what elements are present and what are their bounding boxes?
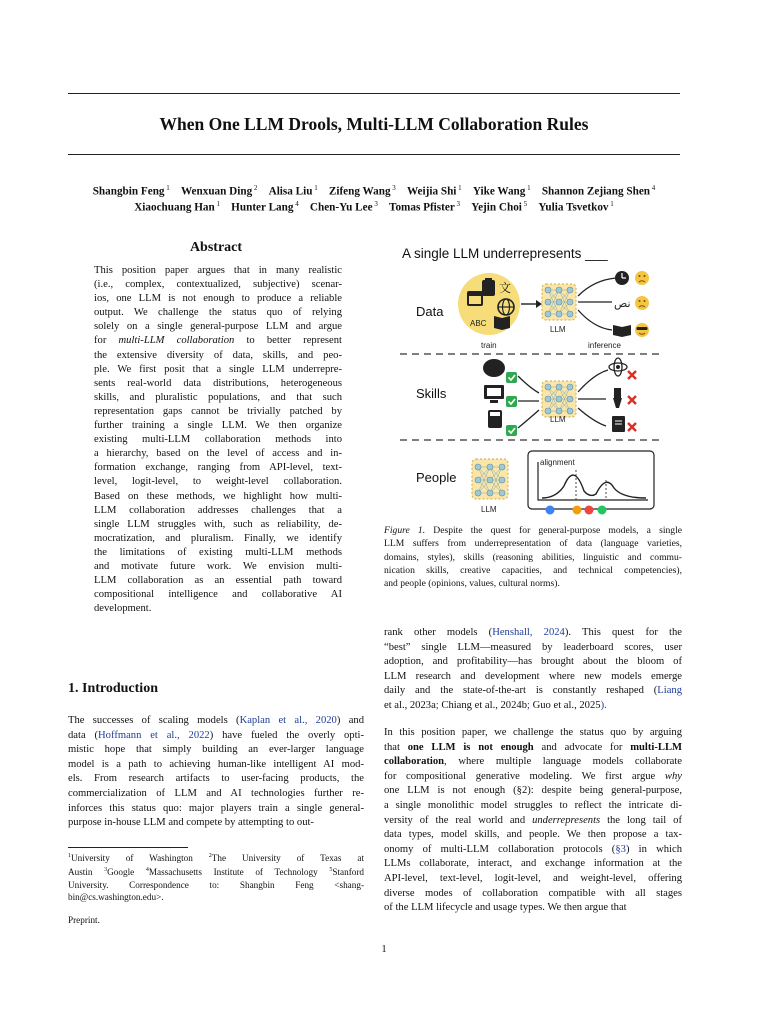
author-name: Yike Wang	[472, 185, 526, 198]
body-line: collaboration, where multiple language models collaborate	[384, 756, 682, 768]
abstract-line: output. We challenge the status quo of relying	[94, 307, 342, 319]
citation-link[interactable]: ;	[435, 699, 442, 711]
body-line: versity of the real world and underrepresents the long tail of	[384, 814, 682, 826]
abstract-line: for multi-LLM collaboration to better represent	[94, 335, 342, 347]
calendar-icon	[467, 291, 483, 306]
citation-link[interactable]: Liang	[657, 685, 682, 697]
network-node	[567, 287, 573, 293]
abc-label: ABC	[470, 319, 487, 328]
arabic-text-icon: نص	[614, 298, 631, 310]
network-node	[487, 477, 493, 483]
author-name: Shannon Zejiang Shen	[541, 185, 651, 198]
llm-nodes-data	[545, 287, 573, 317]
emphasis-bold: collaboration	[384, 756, 445, 768]
network-node	[567, 408, 573, 414]
citation-link[interactable]: Hoffmann et al., 2022	[98, 729, 210, 741]
footnote-line: bin@cs.washington.edu>.	[68, 891, 164, 902]
body-line: purpose in-house LLM and compete by attempting to out-	[68, 817, 314, 829]
emphasis-italic: multi-LLM collaboration	[118, 335, 235, 347]
network-node	[475, 464, 481, 470]
open-book-icon	[613, 325, 631, 337]
body-line: daily and the state-of-the-art is constantly reshaped (Liang	[384, 685, 682, 697]
body-line: The successes of scaling models (Kaplan et al., 2020) and	[68, 715, 364, 726]
footnote-affiliations	[68, 850, 364, 903]
network-node	[556, 311, 562, 317]
network-node	[545, 408, 551, 414]
document-icon	[612, 416, 625, 432]
body-line: API-level, text-level, logit-level, and weight-level, offering	[384, 872, 682, 884]
caption-line: and people (opinions, values, cultural norms).	[384, 578, 560, 590]
caption-line: nication skills, creative capacities, and technical competencies),	[384, 564, 682, 576]
body-line: of the LLM lifecycle and usage types. We then argue that	[384, 902, 627, 914]
abstract-line: the limitations of existing multi-LLM methods	[94, 546, 342, 558]
llm-label-skills: LLM	[550, 415, 566, 424]
brain-icon	[483, 359, 505, 377]
author-list-line-2	[60, 196, 688, 216]
body-line: rank other models (Henshall, 2024). This quest for the	[384, 627, 682, 638]
network-node	[545, 384, 551, 390]
network-node	[545, 287, 551, 293]
author-affiliation-mark: 1	[312, 184, 318, 192]
network-node	[567, 299, 573, 305]
footnote-line: Austin $^3$Google $^4$Massachusetts Institute of Technology $^5$Stanford	[68, 867, 364, 878]
abstract-line: development.	[94, 603, 152, 615]
title-bottom-rule	[68, 154, 680, 155]
person-icon-blue	[546, 506, 555, 515]
affiliation-mark: 2	[208, 853, 212, 859]
network-node	[556, 396, 562, 402]
alignment-label: alignment	[540, 458, 575, 467]
abstract-line: a hierarchy, based on the level of access and in-	[94, 448, 342, 460]
footnote-rule	[68, 847, 188, 848]
footnote-line: $^1$University of Washington $^2$The University of Texas at	[68, 853, 365, 864]
network-node	[545, 396, 551, 402]
affiliation-mark: 4	[145, 867, 149, 874]
computer-icon	[484, 385, 504, 403]
body-line: LLM research and development where new models emerge	[384, 670, 682, 682]
network-node	[567, 396, 573, 402]
llm-nodes-people	[475, 464, 505, 496]
skills-arrow-in-top	[518, 376, 539, 393]
network-node	[556, 408, 562, 414]
paintbrush-icon	[613, 388, 622, 408]
caption-label: Figure 1.	[384, 525, 434, 536]
emphasis-bold: multi-LLM	[630, 741, 683, 753]
citation-link[interactable]: ;	[527, 699, 533, 711]
abstract-line: sents real-world data distributions, heterogeneous	[94, 377, 342, 389]
abstract-line: ple. We first posit that a single LLM underrepre-	[94, 363, 342, 375]
person-icon-red	[585, 506, 594, 515]
author-name: Hunter Lang	[231, 201, 294, 214]
network-node	[499, 477, 505, 483]
abstract-line: the extensive diversity of data, skills, and peo-	[94, 349, 342, 361]
body-line: mistic hope that simply building an ever-larger language	[68, 744, 364, 756]
abstract-line: LLM collaboration as an essential path toward	[94, 575, 342, 587]
citation-link[interactable]: §3	[615, 843, 626, 855]
author-name: Zifeng Wang	[328, 185, 391, 198]
abstract-line: representation gaps cannot be trivially patched by	[94, 405, 342, 417]
author-affiliation-mark: 1	[456, 184, 462, 192]
cross-icon-2	[628, 396, 636, 404]
body-line: data (Hoffmann et al., 2022) have fueled the overly opti-	[68, 729, 364, 741]
author-affiliation-mark: 5	[521, 200, 528, 208]
check-icon-1	[506, 372, 517, 383]
skills-arrow-out-top	[578, 370, 608, 392]
train-label: train	[481, 341, 497, 350]
author-name: Xiaochuang Han	[134, 201, 215, 214]
body-line: that one LLM is not enough and advocate for multi-LLM	[384, 741, 683, 753]
body-line: for compositional generative modeling. We first argue why	[384, 770, 682, 782]
page-number: 1	[381, 944, 387, 955]
affiliation-mark: 1	[68, 853, 71, 859]
author-name: Alisa Liu	[268, 185, 313, 198]
author-name: Chen-Yu Lee	[309, 201, 373, 214]
author-name: Yulia Tsvetkov	[538, 201, 609, 214]
skills-arrow-in-bottom	[518, 410, 539, 428]
abstract-line: Based on these methods, we highlight how multi-	[94, 490, 342, 502]
llm-label-people: LLM	[481, 505, 497, 514]
inference-arrow-bottom	[578, 310, 612, 330]
figure-title: A single LLM underrepresents ___	[402, 246, 608, 261]
network-node	[556, 299, 562, 305]
intro-paragraph-col2-1	[384, 626, 682, 714]
author-name: Shangbin Feng	[92, 185, 165, 198]
check-icon-2	[506, 396, 517, 407]
caption-line: Figure 1. Despite the quest for general-purpose models, a single	[384, 525, 683, 536]
intro-paragraph-col2-2	[384, 726, 682, 916]
inference-label: inference	[588, 341, 621, 350]
paper-title: When One LLM Drools, Multi-LLM Collaboration Rules	[159, 114, 589, 134]
author-affiliation-mark: 3	[390, 184, 396, 192]
abstract-line: formation exchange, ranging from API-level, text-	[94, 462, 342, 474]
llm-label-data: LLM	[550, 325, 566, 334]
abstract-line: solely on a single general-purpose LLM and argue	[94, 321, 342, 333]
emphasis-italic: why	[664, 770, 682, 782]
network-node	[475, 477, 481, 483]
body-line: LLMs collaborate, interact, and exchange information at the	[384, 858, 682, 870]
network-node	[567, 384, 573, 390]
abstract-heading: Abstract	[189, 240, 243, 255]
abstract-line: single LLM struggles with, such as reliability, de-	[94, 518, 342, 530]
section-heading-introduction: 1. Introduction	[68, 681, 158, 696]
caption-line: LLM suffers from underrepresentation of data (language varieties,	[384, 538, 682, 550]
body-line: one LLM is not enough (§2): despite being general-purpose,	[384, 785, 682, 797]
sad-face-emoji-1	[635, 271, 649, 285]
row-label-data: Data	[416, 304, 444, 319]
abstract-line: existing multi-LLM collaboration methods into	[94, 434, 342, 446]
network-node	[499, 464, 505, 470]
author-affiliation-mark: 1	[608, 200, 614, 208]
author-affiliation-mark: 2	[252, 184, 258, 192]
person-icon-orange	[573, 506, 582, 515]
network-node	[545, 311, 551, 317]
figure-1-caption	[384, 524, 682, 590]
body-line: diverse modes of collaboration compatible with all stages	[384, 887, 682, 899]
clock-icon	[615, 271, 629, 285]
clipboard-icon	[482, 278, 495, 296]
body-line: els. From research artifacts to user-facing products, the	[68, 773, 364, 785]
author-affiliation-mark: 1	[525, 184, 531, 192]
author-name: Wenxuan Ding	[180, 185, 253, 198]
affiliation-mark: 5	[329, 867, 333, 874]
abstract-line: and motivate future work. We envision multi-	[94, 560, 342, 572]
network-node	[556, 287, 562, 293]
author-name: Yejin Choi	[471, 201, 522, 214]
check-icon-3	[506, 425, 517, 436]
emphasis-bold: one LLM is not enough	[407, 741, 534, 753]
network-node	[499, 490, 505, 496]
llm-nodes-skills	[545, 384, 573, 414]
author-affiliation-mark: 1	[164, 184, 170, 192]
abstract-line: LLM collaboration addresses challenges that a	[94, 504, 342, 516]
sad-face-emoji-2	[635, 296, 649, 310]
body-line: commercialization of LLM and AI technologies further re-	[68, 787, 364, 799]
network-node	[487, 490, 493, 496]
network-node	[545, 299, 551, 305]
calculator-icon	[488, 410, 502, 428]
person-icon-green	[598, 506, 607, 515]
train-arrow-head	[536, 300, 542, 308]
body-line: model is a path to achieving human-like intelligent AI mod-	[68, 758, 364, 770]
inference-arrow-top	[578, 278, 616, 296]
book-icon	[494, 316, 510, 330]
abstract-line: mocratization, and pluralism. Finally, we identify	[94, 532, 342, 544]
citation-link[interactable]: Henshall, 2024	[492, 627, 565, 638]
footnote-line: University. Correspondence to: Shangbin Feng <shang-	[68, 879, 364, 890]
affiliation-mark: 3	[104, 867, 108, 874]
abstract-line: level, logit-level, to weight-level collaboration.	[94, 476, 342, 488]
sunglasses-emoji	[635, 323, 649, 337]
abstract-line: (i.e., complex, contextualized, subjective) scenar-	[94, 279, 342, 291]
skills-arrow-out-bottom	[578, 408, 606, 426]
abstract-line: compositional intelligence and collaborative AI	[94, 589, 342, 601]
body-line: onomy of multi-LLM collaboration protocols (§3) in which	[384, 843, 682, 855]
author-affiliation-mark: 3	[372, 200, 378, 208]
abstract-line: skills, and pluralistic populations, and that such	[94, 391, 342, 403]
author-affiliation-mark: 4	[293, 200, 299, 208]
author-name: Tomas Pfister	[389, 201, 455, 214]
author-affiliation-mark: 4	[650, 184, 656, 192]
abstract-line: further training a single LLM. We then organize	[94, 420, 342, 432]
preprint-note: Preprint.	[68, 915, 100, 925]
abstract-line: ios, one LLM is not enough to produce a reliable	[94, 293, 342, 305]
body-line: “best” single LLM—measured by leaderboard scores, user	[384, 641, 682, 653]
author-name: Weijia Shi	[406, 185, 457, 198]
network-node	[556, 384, 562, 390]
alignment-curve	[542, 475, 646, 498]
figure-1	[384, 236, 684, 521]
abstract-body	[94, 264, 342, 616]
cross-icon-1	[628, 371, 636, 379]
cross-icon-3	[628, 423, 636, 431]
emphasis-italic: underrepresents	[532, 814, 601, 826]
network-node	[487, 464, 493, 470]
row-label-skills: Skills	[416, 386, 447, 401]
citation-link[interactable]: ).	[600, 699, 607, 711]
atom-icon	[609, 358, 627, 376]
network-node	[475, 490, 481, 496]
body-line: a single monolithic model struggles to reflect the intricate di-	[384, 799, 682, 811]
body-line: In this position paper, we challenge the status quo by arguing	[384, 727, 682, 738]
author-affiliation-mark: 1	[214, 200, 220, 208]
citation-link[interactable]: Kaplan et al., 2020	[239, 715, 337, 726]
abstract-line: This position paper argues that in many realistic	[94, 265, 342, 276]
body-line: adoption, and profitability—has brought about the bloom of	[384, 656, 682, 668]
network-node	[567, 311, 573, 317]
wen-char-icon: 文	[499, 281, 512, 295]
intro-paragraph-col1	[68, 714, 364, 831]
body-line: data types, model skills, and people. We then propose a tax-	[384, 829, 682, 841]
body-line: et al., 2023a; Chiang et al., 2024b; Guo et al., 2025).	[384, 699, 607, 711]
author-affiliation-mark: 3	[454, 200, 461, 208]
top-rule	[68, 93, 680, 94]
caption-line: domains, styles), skills (reasoning abilities, linguistic and commu-	[384, 551, 682, 563]
row-label-people: People	[416, 470, 457, 485]
body-line: inforces this status quo: major players train a single general-	[68, 802, 364, 814]
